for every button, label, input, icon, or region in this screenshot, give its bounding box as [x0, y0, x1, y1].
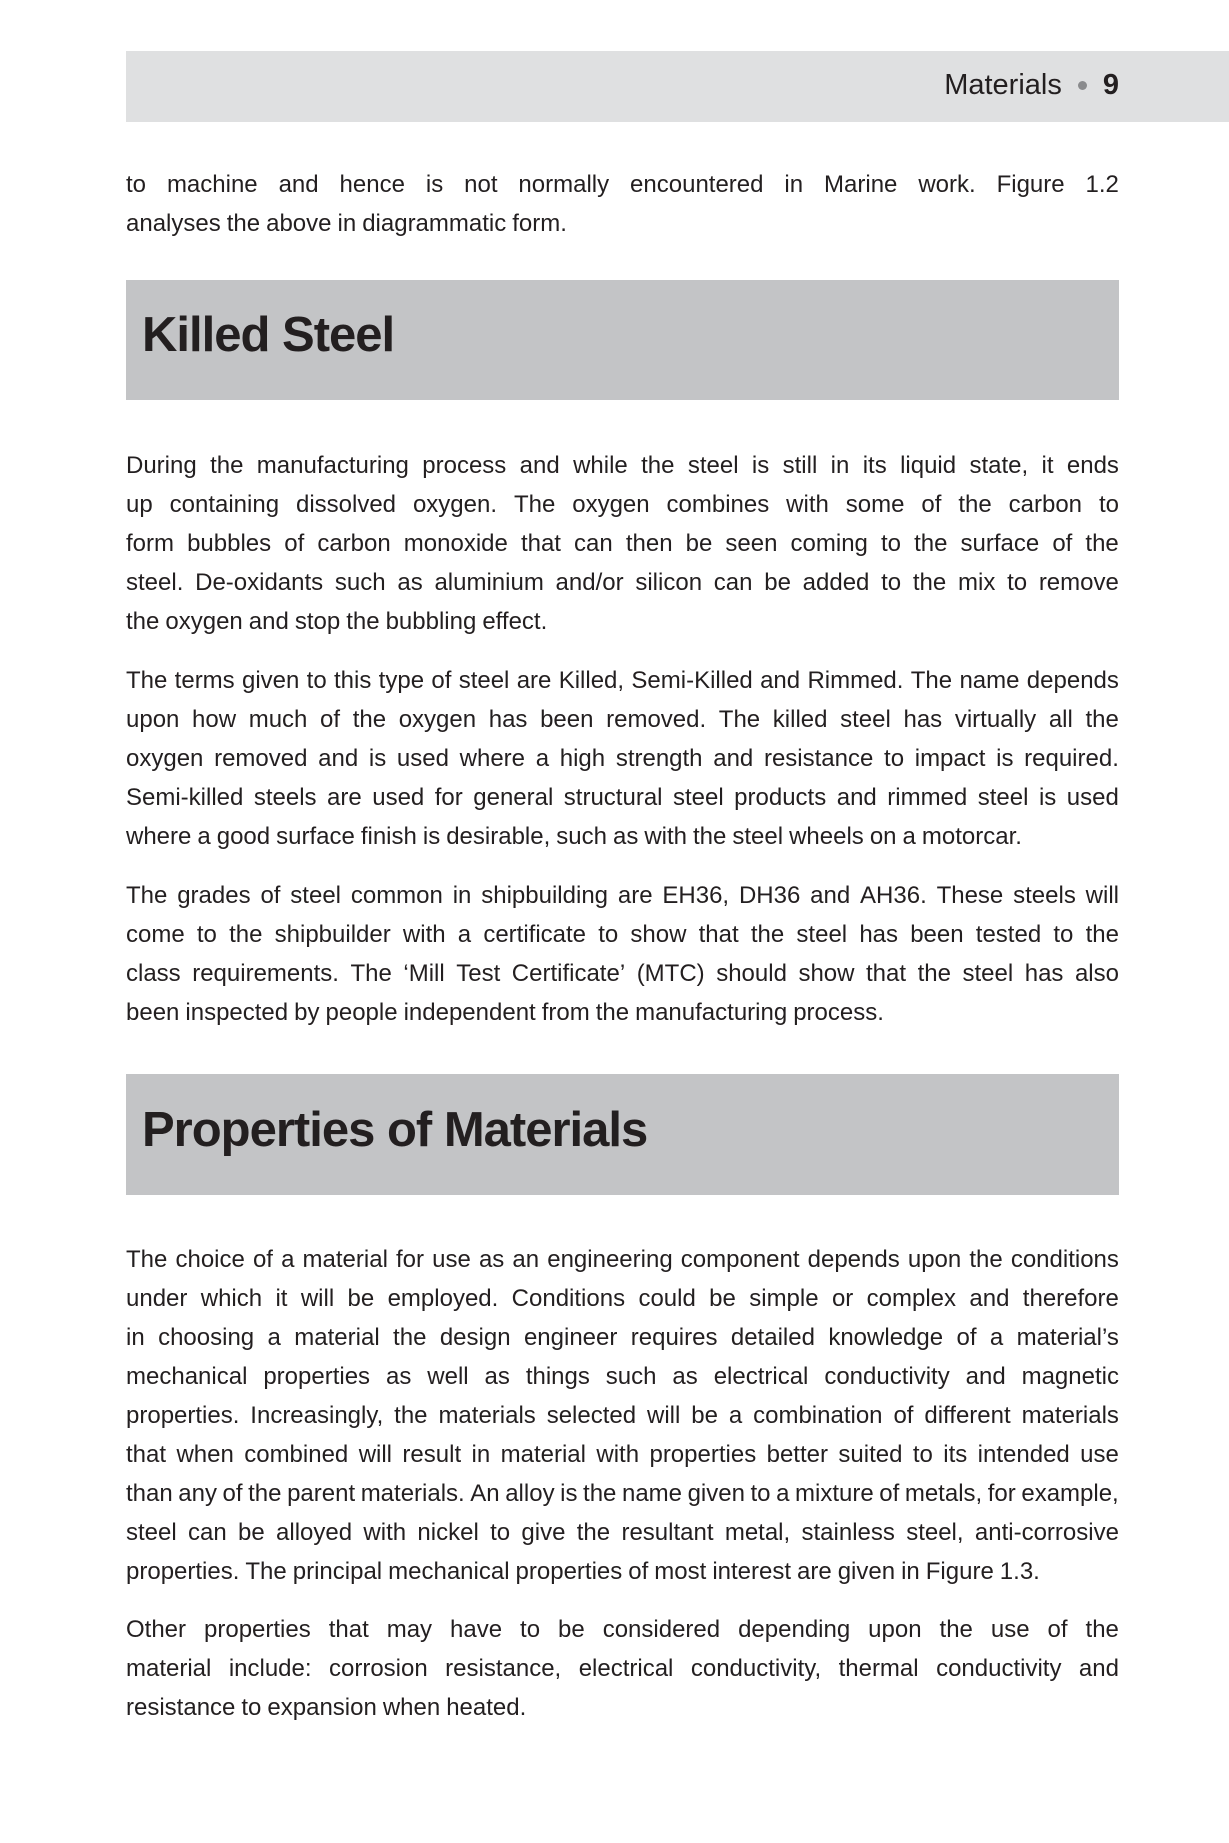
running-header-text	[944, 67, 1119, 103]
text-line: form bubbles of carbon monoxide that can then be seen coming to the surface of the	[126, 530, 1119, 557]
text-line: class requirements. The ‘Mill Test Certificate’ (MTC) should show that the steel has also	[126, 960, 1119, 987]
text-line: up containing dissolved oxygen. The oxygen combines with some of the carbon to	[126, 491, 1119, 518]
text-line: The choice of a material for use as an engineering component depends upon the conditions	[126, 1246, 1119, 1273]
text-line: the oxygen and stop the bubbling effect.	[126, 608, 548, 635]
text-line: in choosing a material the design engineer requires detailed knowledge of a material’s	[126, 1324, 1119, 1351]
text-line: oxygen removed and is used where a high strength and resistance to impact is required.	[126, 745, 1119, 772]
text-line: mechanical properties as well as things such as electrical conductivity and magnetic	[126, 1363, 1119, 1390]
text-line: The terms given to this type of steel are Killed, Semi-Killed and Rimmed. The name depends	[126, 667, 1119, 694]
intro-paragraph	[126, 165, 1119, 243]
text-line: analyses the above in diagrammatic form.	[126, 210, 567, 237]
section-heading: Killed Steel	[142, 308, 395, 362]
bullet-dot-icon	[1078, 81, 1087, 90]
text-line: steel can be alloyed with nickel to give the resultant metal, stainless steel, anti-corrosive	[126, 1519, 1119, 1546]
text-line: upon how much of the oxygen has been removed. The killed steel has virtually all the	[126, 706, 1119, 733]
paragraph-steel-terms	[126, 661, 1119, 856]
section-title: Materials	[944, 69, 1062, 101]
text-line: The grades of steel common in shipbuilding are EH36, DH36 and AH36. These steels will	[126, 882, 1119, 909]
text-line: that when combined will result in material with properties better suited to its intended use	[126, 1441, 1119, 1468]
text-line: been inspected by people independent from the manufacturing process.	[126, 999, 884, 1026]
text-line: properties. Increasingly, the materials selected will be a combination of different materials	[126, 1402, 1119, 1429]
paragraph-deoxidation	[126, 446, 1119, 641]
text-line: than any of the parent materials. An alloy is the name given to a mixture of metals, for example,	[126, 1480, 1119, 1507]
page-number: 9	[1102, 69, 1119, 101]
text-line: come to the shipbuilder with a certificate to show that the steel has been tested to the	[126, 921, 1119, 948]
text-line: under which it will be employed. Conditions could be simple or complex and therefore	[126, 1285, 1119, 1312]
text-line: Semi-killed steels are used for general structural steel products and rimmed steel is used	[126, 784, 1119, 811]
section-heading-box-properties	[126, 1074, 1119, 1195]
section-heading: Properties of Materials	[142, 1103, 648, 1157]
text-line: where a good surface finish is desirable, such as with the steel wheels on a motorcar.	[126, 823, 1022, 850]
running-header	[126, 51, 1229, 122]
text-line: resistance to expansion when heated.	[126, 1694, 527, 1721]
text-line: Other properties that may have to be considered depending upon the use of the	[126, 1616, 1119, 1643]
paragraph-material-choice	[126, 1240, 1119, 1591]
text-line: During the manufacturing process and while the steel is still in its liquid state, it ends	[126, 452, 1119, 479]
section-heading-box-killed-steel	[126, 280, 1119, 400]
paragraph-other-properties	[126, 1610, 1119, 1727]
text-line: properties. The principal mechanical properties of most interest are given in Figure 1.3.	[126, 1558, 1040, 1585]
text-line: to machine and hence is not normally encountered in Marine work. Figure 1.2	[126, 171, 1119, 198]
paragraph-steel-grades	[126, 876, 1119, 1032]
text-line: steel. De-oxidants such as aluminium and/or silicon can be added to the mix to remove	[126, 569, 1119, 596]
text-line: material include: corrosion resistance, electrical conductivity, thermal conductivity and	[126, 1655, 1119, 1682]
